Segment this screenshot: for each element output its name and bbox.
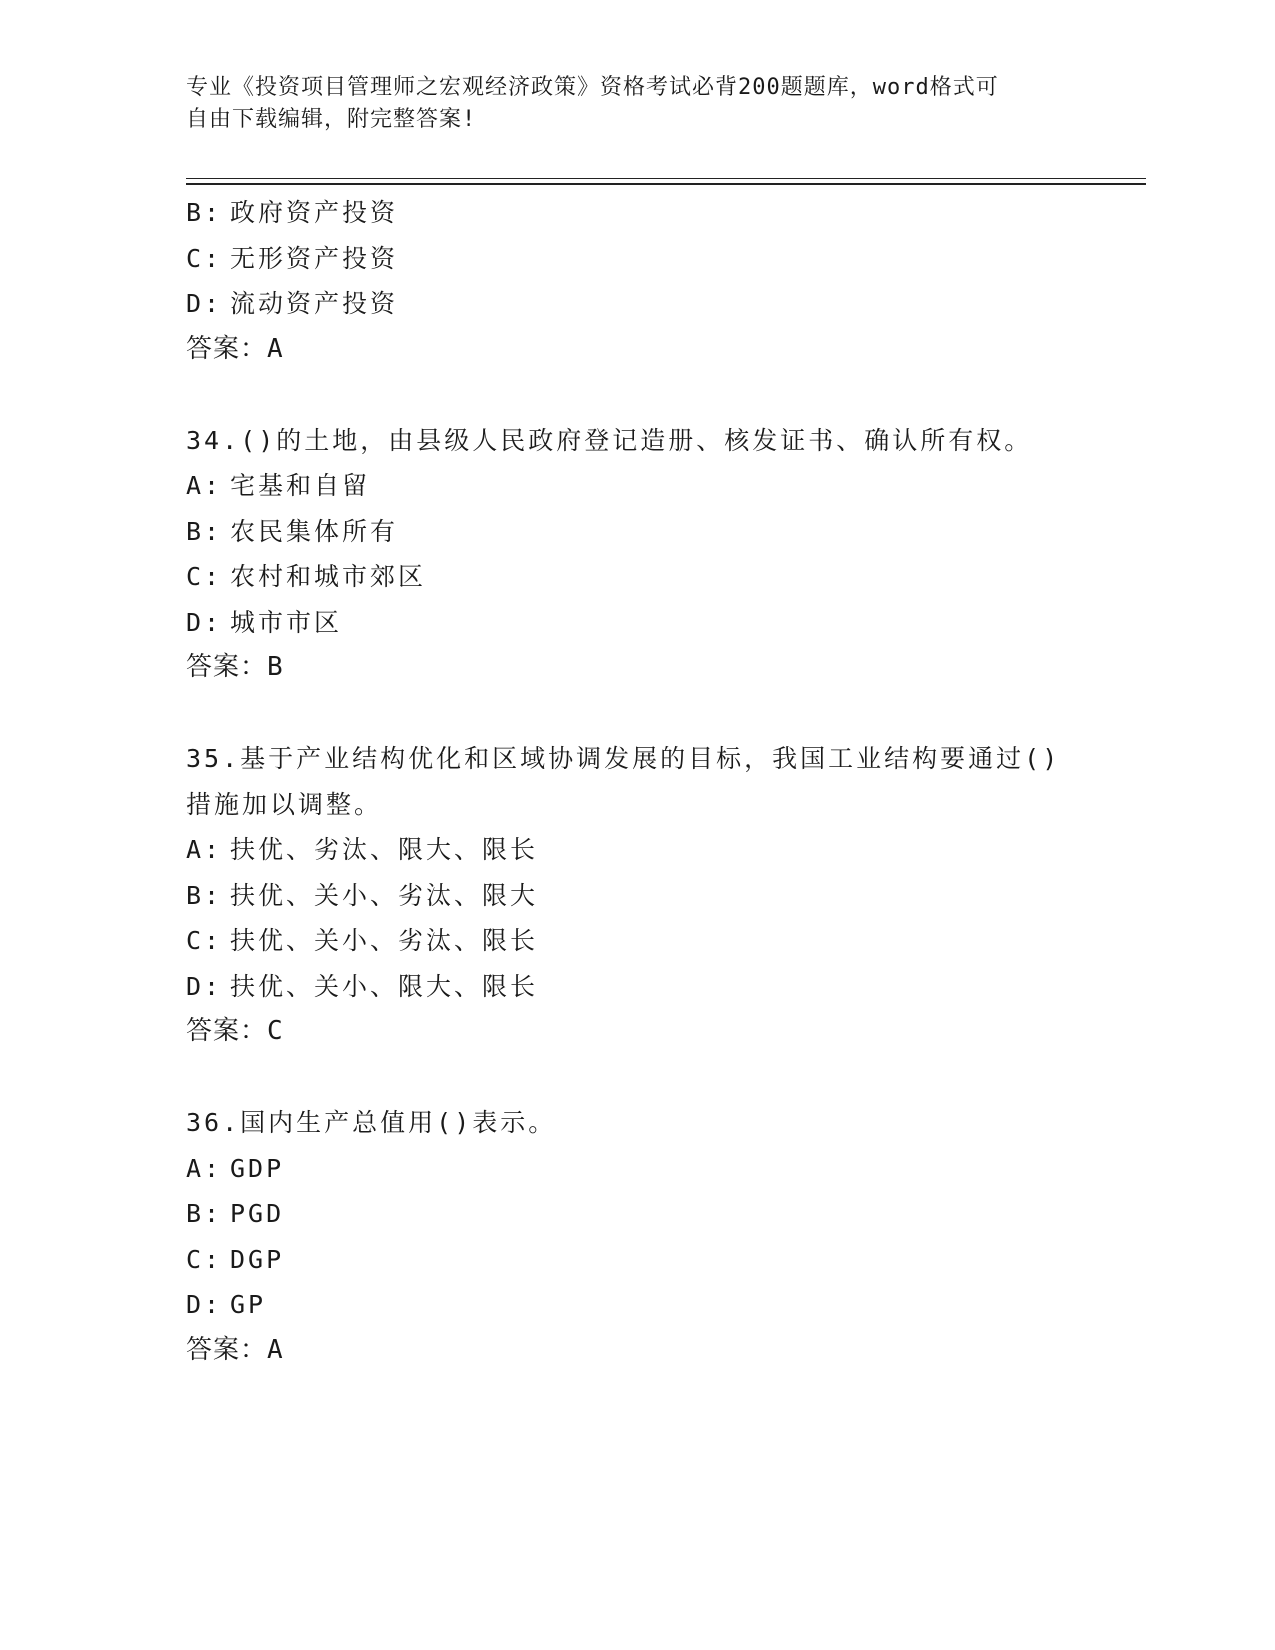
option-key: D: (186, 1290, 223, 1319)
question-stem: 36.国内生产总值用()表示。 (186, 1108, 557, 1137)
option-row (186, 1237, 1086, 1283)
option-key: D: (186, 971, 223, 1001)
option-key: A: (186, 835, 223, 864)
option-key: B: (186, 1199, 223, 1228)
option-text: 扶优、劣汰、限大、限长 (230, 835, 539, 864)
answer-line: 答案：B (186, 652, 284, 682)
spacer (186, 691, 1086, 737)
option-row (186, 190, 1086, 236)
option-row (186, 554, 1086, 600)
option-row (186, 918, 1086, 964)
option-text: GDP (230, 1153, 285, 1183)
question-stem: 34.()的土地，由县级人民政府登记造册、核发证书、确认所有权。 (186, 425, 1033, 455)
option-text: 农村和城市郊区 (230, 562, 427, 591)
option-text: 扶优、关小、劣汰、限大 (230, 880, 539, 910)
option-row (186, 509, 1086, 555)
page-header (186, 72, 1066, 136)
option-row (186, 1282, 1086, 1328)
option-text: PGD (230, 1199, 285, 1228)
spacer (186, 372, 1086, 418)
option-text: 流动资产投资 (230, 289, 399, 318)
option-row (186, 463, 1086, 509)
option-text: 政府资产投资 (230, 198, 399, 227)
option-row (186, 964, 1086, 1010)
option-text: 宅基和自留 (230, 471, 371, 500)
answer-line: 答案：C (186, 1016, 284, 1046)
question-block-partial (186, 190, 1086, 372)
option-row (186, 600, 1086, 646)
option-key: A: (186, 1153, 223, 1183)
option-row (186, 873, 1086, 919)
option-text: 扶优、关小、限大、限长 (230, 971, 539, 1001)
option-text: DGP (230, 1244, 285, 1274)
header-title-line-1: 专业《投资项目管理师之宏观经济政策》资格考试必背200题题库，word格式可 (186, 75, 999, 100)
option-text: GP (230, 1290, 267, 1319)
option-row (186, 827, 1086, 873)
spacer (186, 1055, 1086, 1101)
option-key: C: (186, 243, 223, 273)
header-divider-thick (186, 183, 1146, 185)
option-key: B: (186, 516, 223, 546)
option-row (186, 1146, 1086, 1192)
option-key: A: (186, 471, 223, 500)
question-stem-line-2: 措施加以调整。 (186, 789, 383, 819)
option-row (186, 1191, 1086, 1237)
header-title-line-2: 自由下载编辑，附完整答案! (186, 107, 477, 132)
option-row (186, 236, 1086, 282)
question-block-34 (186, 418, 1086, 691)
header-divider-thin (186, 178, 1146, 179)
question-block-35 (186, 736, 1086, 1055)
question-stem-line-1: 35.基于产业结构优化和区域协调发展的目标，我国工业结构要通过() (186, 744, 1061, 773)
option-key: C: (186, 562, 223, 591)
option-key: B: (186, 198, 223, 227)
option-key: C: (186, 1244, 223, 1274)
option-key: D: (186, 289, 223, 318)
option-key: D: (186, 607, 223, 637)
answer-line: 答案：A (186, 1334, 284, 1365)
option-text: 扶优、关小、劣汰、限长 (230, 926, 539, 955)
question-list (186, 190, 1086, 1373)
answer-line: 答案：A (186, 333, 284, 364)
question-block-36 (186, 1100, 1086, 1373)
option-text: 农民集体所有 (230, 516, 399, 546)
option-row (186, 281, 1086, 327)
option-text: 无形资产投资 (230, 243, 399, 273)
option-key: C: (186, 926, 223, 955)
option-key: B: (186, 880, 223, 910)
option-text: 城市市区 (230, 607, 343, 637)
